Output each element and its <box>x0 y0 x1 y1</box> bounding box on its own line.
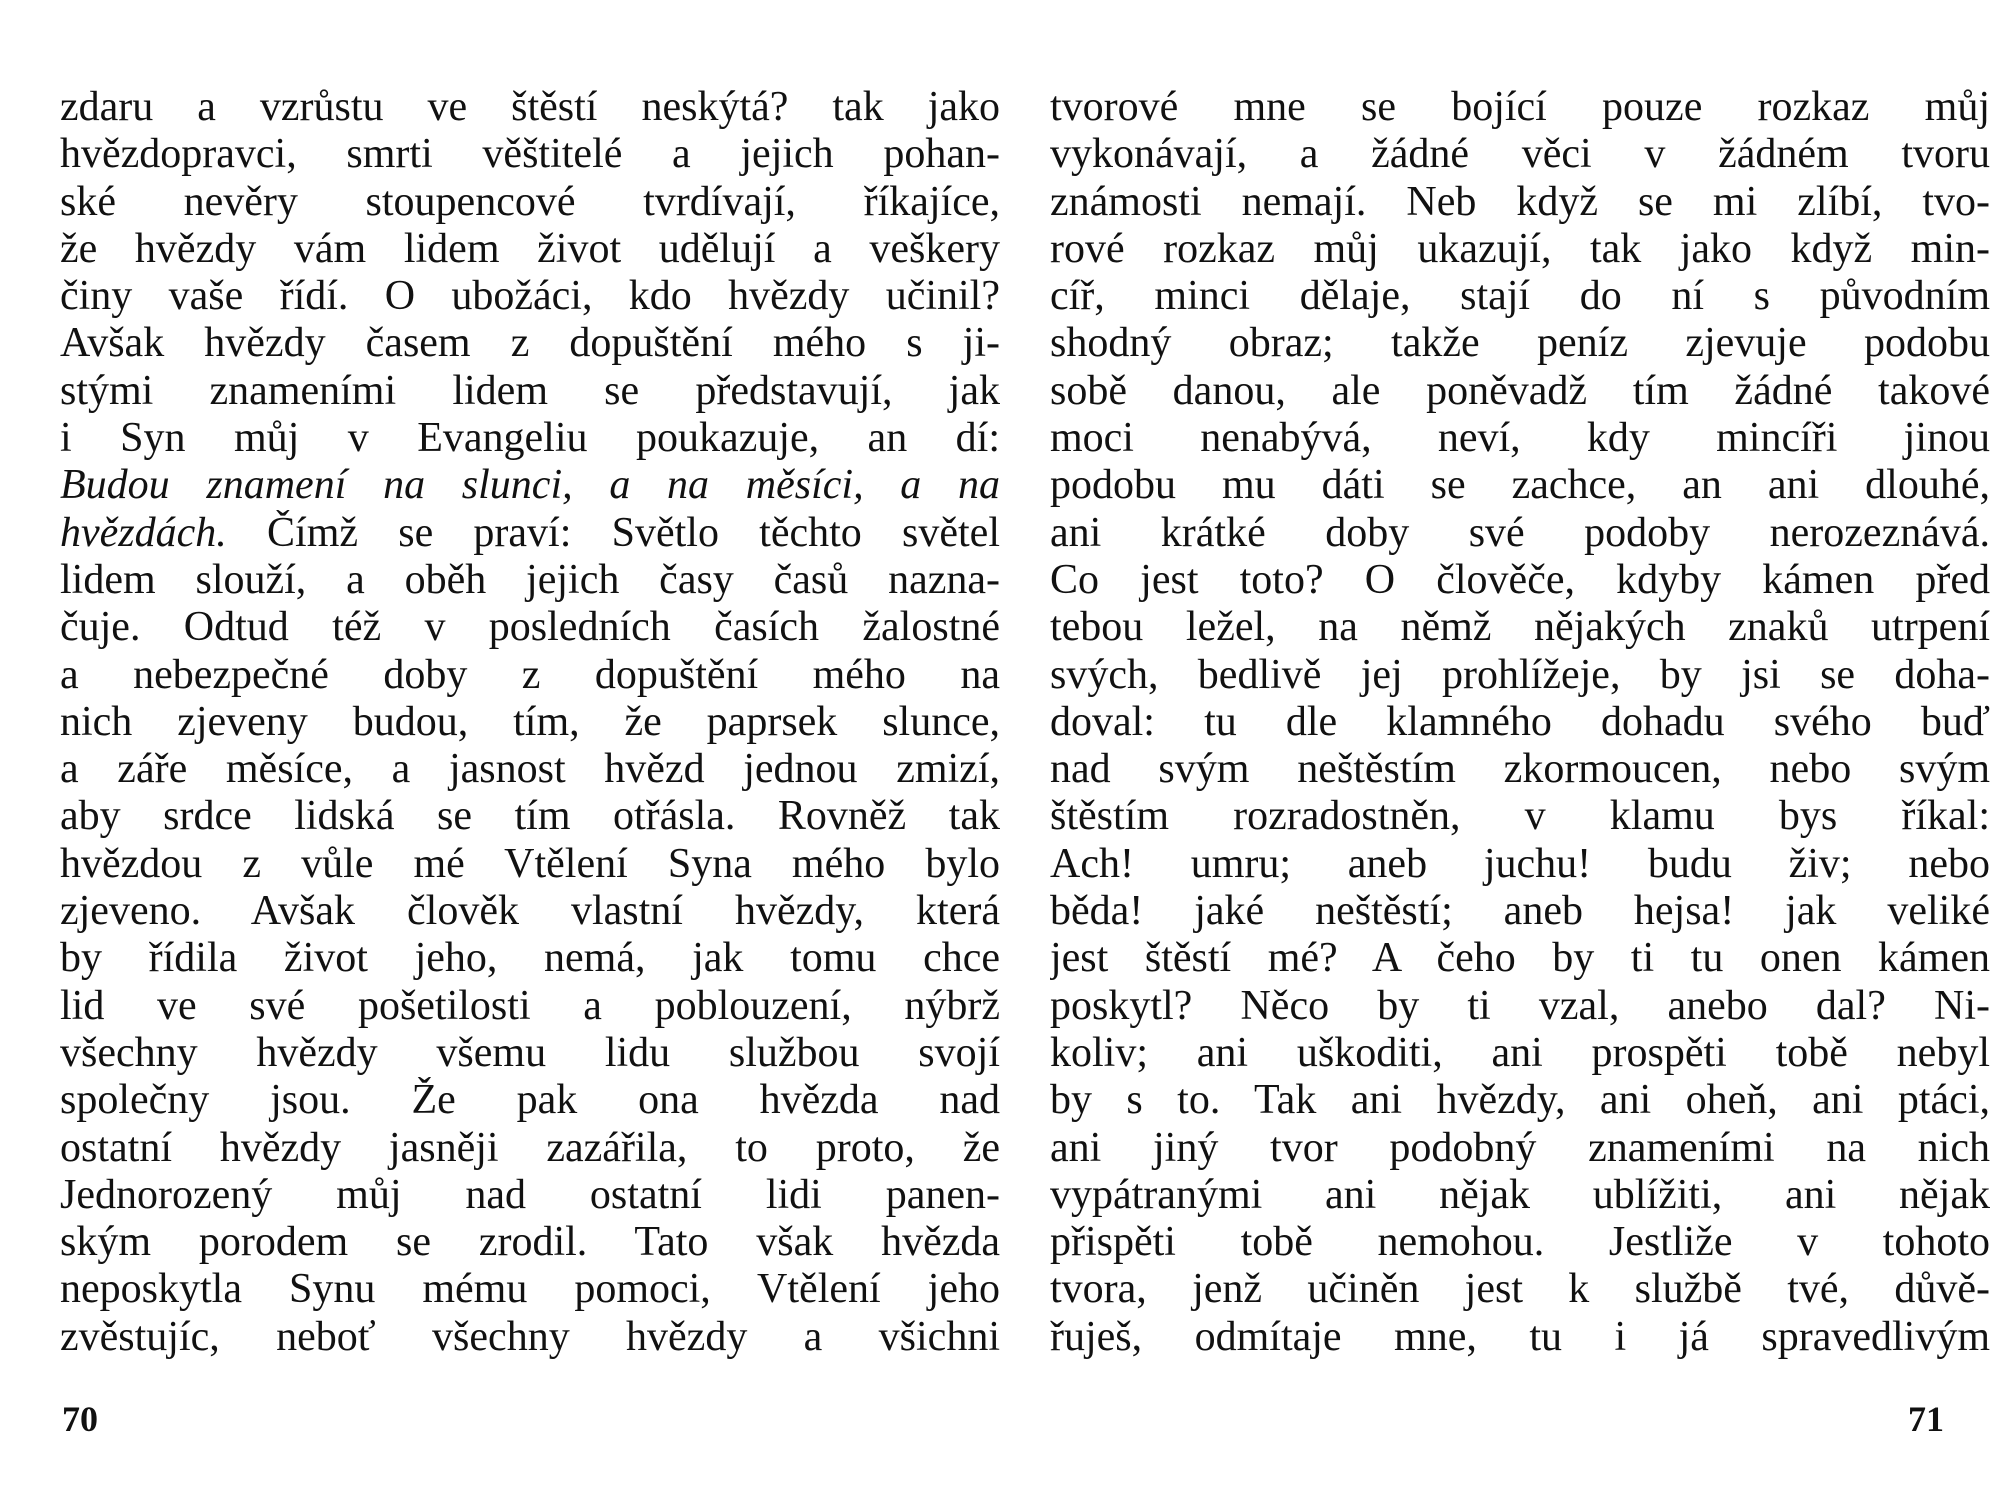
text-line: tebou ležel, na němž nějakých znaků utrpení <box>1050 604 1990 651</box>
page-number-right: 71 <box>1908 1399 1944 1439</box>
text-line: podobu mu dáti se zachce, an ani dlouhé, <box>1050 462 1990 509</box>
text-line: tvorové mne se bojící pouze rozkaz můj <box>1050 84 1990 130</box>
text-line: lidem slouží, a oběh jejich časy časů nazna- <box>60 556 1000 603</box>
text-line: lid ve své pošetilosti a poblouzení, nýbrž <box>60 982 1000 1029</box>
page-number-left: 70 <box>62 1399 98 1439</box>
text-line: hvězdopravci, smrti věštitelé a jejich pohan- <box>60 131 1000 178</box>
text-line: i Syn můj v Evangeliu poukazuje, an dí: <box>60 415 1000 462</box>
text-line: běda! jaké neštěstí; aneb hejsa! jak veliké <box>1050 888 1990 935</box>
text-line: ani jiný tvor podobný znameními na nich <box>1050 1124 1990 1171</box>
text-line: moci nenabývá, neví, kdy mincíři jinou <box>1050 415 1990 462</box>
text-line: společny jsou. Že pak ona hvězda nad <box>60 1077 1000 1124</box>
text-line: poskytl? Něco by ti vzal, anebo dal? Ni- <box>1050 982 1990 1029</box>
text-line: řuješ, odmítaje mne, tu i já spravedlivým <box>1050 1313 1990 1360</box>
text-line: že hvězdy vám lidem život udělují a veškery <box>60 225 1000 272</box>
text-line: Avšak hvězdy časem z dopuštění mého s ji- <box>60 320 1000 367</box>
text-line: zdaru a vzrůstu ve štěstí neskýtá? tak jako <box>60 84 1000 130</box>
text-line: jest štěstí mé? A čeho by ti tu onen kámen <box>1050 935 1990 982</box>
right-page-text <box>1050 84 1990 1361</box>
text-line: zvěstujíc, neboť všechny hvězdy a všichni <box>60 1313 1000 1360</box>
text-line: ani krátké doby své podoby nerozeznává. <box>1050 509 1990 556</box>
text-line: sobě danou, ale poněvadž tím žádné takové <box>1050 367 1990 414</box>
text-line: a záře měsíce, a jasnost hvězd jednou zmizí, <box>60 746 1000 793</box>
text-line: činy vaše řídí. O ubožáci, kdo hvězdy učinil? <box>60 273 1000 320</box>
text-line: doval: tu dle klamného dohadu svého buď <box>1050 698 1990 745</box>
left-page-text <box>60 84 1000 1361</box>
text-line: známosti nemají. Neb když se mi zlíbí, tvo- <box>1050 178 1990 225</box>
text-line: a nebezpečné doby z dopuštění mého na <box>60 651 1000 698</box>
text-line: by s to. Tak ani hvězdy, ani oheň, ani ptáci, <box>1050 1077 1990 1124</box>
text-line: neposkytla Synu mému pomoci, Vtělení jeho <box>60 1266 1000 1313</box>
text-line: nad svým neštěstím zkormoucen, nebo svým <box>1050 746 1990 793</box>
text-line: čuje. Odtud též v posledních časích žalostné <box>60 604 1000 651</box>
text-line: rové rozkaz můj ukazují, tak jako když min- <box>1050 225 1990 272</box>
text-line: Jednorozený můj nad ostatní lidi panen- <box>60 1171 1000 1218</box>
text-line: Co jest toto? O člověče, kdyby kámen před <box>1050 556 1990 603</box>
text-line: štěstím rozradostněn, v klamu bys říkal: <box>1050 793 1990 840</box>
text-line: koliv; ani uškoditi, ani prospěti tobě nebyl <box>1050 1029 1990 1076</box>
text-line: by řídila život jeho, nemá, jak tomu chce <box>60 935 1000 982</box>
text-line: svých, bedlivě jej prohlížeje, by jsi se doha- <box>1050 651 1990 698</box>
text-line: aby srdce lidská se tím otřásla. Rovněž tak <box>60 793 1000 840</box>
text-line: stými znameními lidem se představují, jak <box>60 367 1000 414</box>
text-line: ostatní hvězdy jasněji zazářila, to proto, že <box>60 1124 1000 1171</box>
text-line: ským porodem se zrodil. Tato však hvězda <box>60 1219 1000 1266</box>
text-line: cíř, minci dělaje, stají do ní s původním <box>1050 273 1990 320</box>
text-line: vypátranými ani nějak ublížiti, ani nějak <box>1050 1171 1990 1218</box>
text-line: shodný obraz; takže peníz zjevuje podobu <box>1050 320 1990 367</box>
text-line: hvězdou z vůle mé Vtělení Syna mého bylo <box>60 840 1000 887</box>
text-line: ské nevěry stoupencové tvrdívají, říkajíce, <box>60 178 1000 225</box>
text-line: vykonávají, a žádné věci v žádném tvoru <box>1050 131 1990 178</box>
text-line: přispěti tobě nemohou. Jestliže v tohoto <box>1050 1219 1990 1266</box>
text-line: zjeveno. Avšak člověk vlastní hvězdy, která <box>60 888 1000 935</box>
text-line: Ach! umru; aneb juchu! budu živ; nebo <box>1050 840 1990 887</box>
text-line: všechny hvězdy všemu lidu službou svojí <box>60 1029 1000 1076</box>
text-line: tvora, jenž učiněn jest k službě tvé, důvě- <box>1050 1266 1990 1313</box>
text-line: hvězdách. Čímž se praví: Světlo těchto světel <box>60 509 1000 556</box>
text-line: nich zjeveny budou, tím, že paprsek slunce, <box>60 698 1000 745</box>
text-line: Budou znamení na slunci, a na měsíci, a na <box>60 462 1000 509</box>
